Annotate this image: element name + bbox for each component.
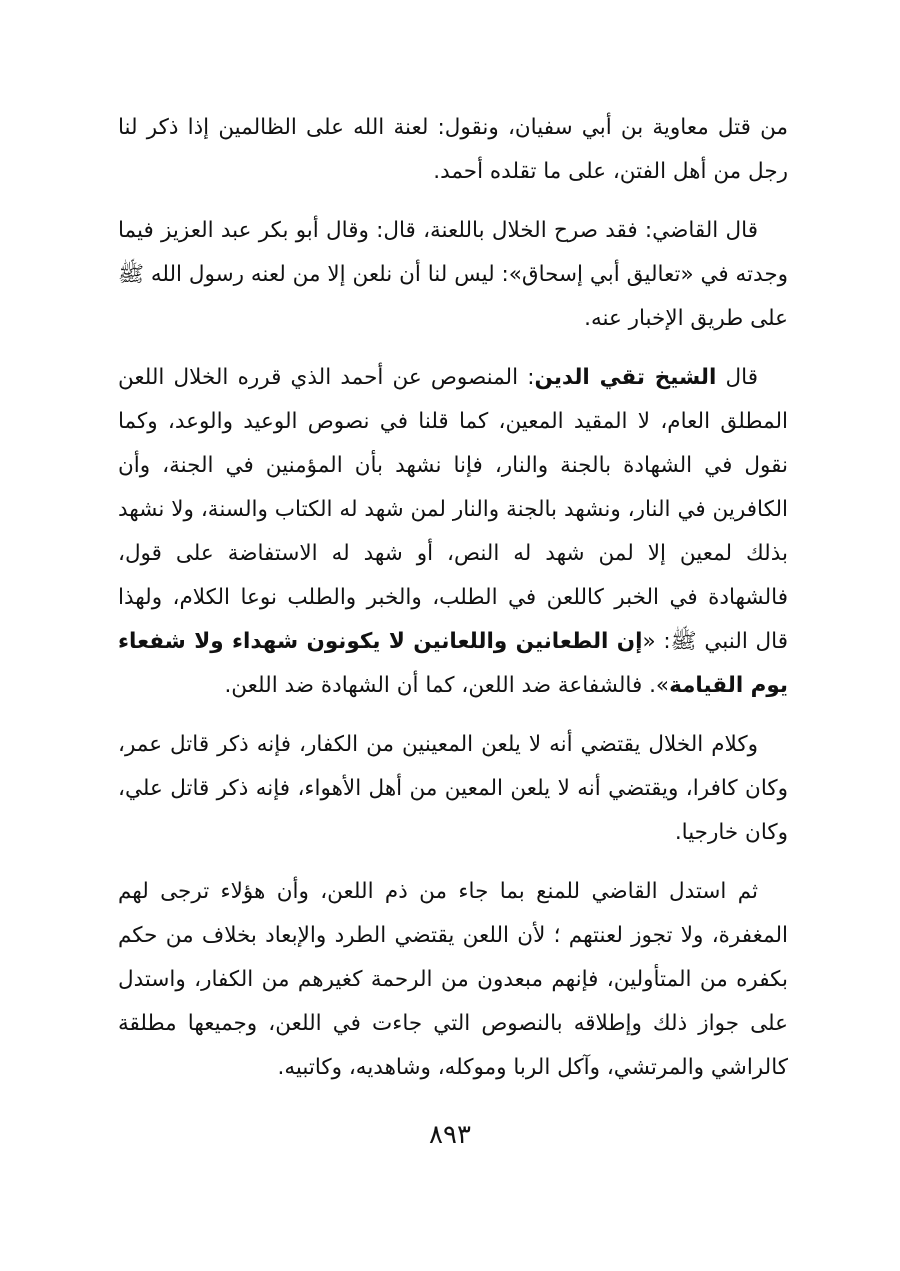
sheikh-name: الشيخ تقي الدين <box>534 365 717 390</box>
page-number: ٨٩٣ <box>429 1120 471 1150</box>
paragraph-3 <box>118 356 788 708</box>
paragraph-1 <box>118 106 788 194</box>
paragraph-5-text: ثم استدل القاضي للمنع بما جاء من ذم اللعن، وأن هؤلاء ترجى لهم المغفرة، ولا تجوز لعنتهم ؛ لأن اللعن يقتضي الطرد والإبعاد بخلاف من حكم بكفره من المتأولين، فإنهم مبعدون من الرحمة كغيرهم من الكفار، واستدل على جواز ذلك وإطلاقه بالنصوص التي جاءت في اللعن، وجميعها مطلقة كالراشي والمرتشي، وآكل الربا وموكله، وشاهديه، وكاتبيه. <box>118 879 788 1080</box>
paragraph-2 <box>118 209 788 341</box>
paragraph-3-tail: ». فالشفاعة ضد اللعن، كما أن الشهادة ضد اللعن. <box>224 673 670 698</box>
paragraph-4 <box>118 723 788 855</box>
page-body <box>118 106 788 1105</box>
paragraph-3-label: قال <box>716 365 758 390</box>
paragraph-1-text: من قتل معاوية بن أبي سفيان، ونقول: لعنة الله على الظالمين إذا ذكر لنا رجل من أهل الفتن، على ما تقلده أحمد. <box>118 115 788 184</box>
paragraph-3-body: : المنصوص عن أحمد الذي قرره الخلال اللعن المطلق العام، لا المقيد المعين، كما قلنا في نصوص الوعيد والوعد، وكما نقول في الشهادة بالجنة والنار، فإنا نشهد بأن المؤمنين في الجنة، وأن الكافرين في النار، ونشهد بالجنة والنار لمن شهد له الكتاب والسنة، ولا نشهد بذلك لمعين إلا لمن شهد له النص، أو شهد له الاستفاضة على قول، فالشهادة في الخبر كاللعن في الطلب، والخبر والطلب نوعا الكلام، ولهذا قال النبي ﷺ: « <box>118 365 788 654</box>
paragraph-5 <box>118 870 788 1090</box>
paragraph-4-text: وكلام الخلال يقتضي أنه لا يلعن المعينين من الكفار، فإنه ذكر قاتل عمر، وكان كافرا، ويقتضي أنه لا يلعن المعين من أهل الأهواء، فإنه ذكر قاتل علي، وكان خارجيا. <box>118 732 788 845</box>
hadith-quote: إن الطعانين واللعانين لا يكونون شهداء ولا شفعاء يوم القيامة <box>118 629 788 698</box>
paragraph-2-text: قال القاضي: فقد صرح الخلال باللعنة، قال: وقال أبو بكر عبد العزيز فيما وجدته في «تعاليق أبي إسحاق»: ليس لنا أن نلعن إلا من لعنه رسول الله ﷺ على طريق الإخبار عنه. <box>118 218 788 331</box>
